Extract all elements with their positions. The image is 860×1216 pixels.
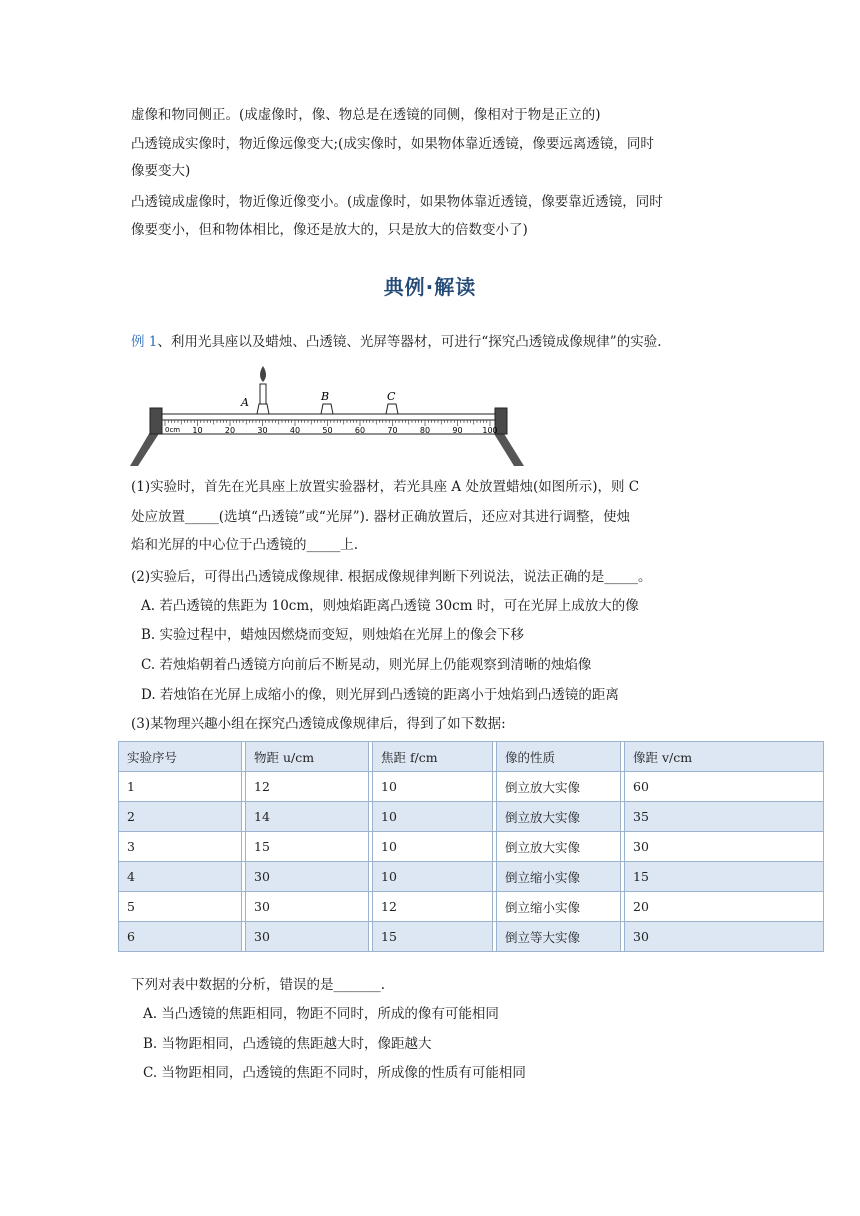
table-row	[119, 892, 824, 922]
intro-line-2: 凸透镜成实像时，物近像远像变大;(成实像时，如果物体靠近透镜，像要远离透镜，同时	[131, 136, 654, 152]
intro-line-3: 像要变大)	[131, 163, 191, 179]
table-cell: 3	[119, 832, 242, 862]
candle-icon	[260, 384, 266, 404]
table-cell: 30	[246, 892, 369, 922]
table-row	[119, 862, 824, 892]
ruler-tick-label: 50	[322, 426, 333, 435]
ruler-zero-label: 0cm	[165, 426, 181, 434]
left-leg	[130, 432, 160, 466]
table-row	[119, 772, 824, 802]
table-header-cell: 物距 u/cm	[246, 742, 369, 772]
table-cell: 6	[119, 922, 242, 952]
q2-option-b: B. 实验过程中，蜡烛因燃烧而变短，则烛焰在光屏上的像会下移	[141, 627, 525, 643]
table-cell: 10	[373, 802, 493, 832]
intro-line-4: 凸透镜成虚像时，物近像近像变小。(成虚像时，如果物体靠近透镜，像要靠近透镜，同时	[131, 194, 663, 210]
holder-b	[321, 404, 333, 414]
table-cell: 倒立缩小实像	[497, 862, 621, 892]
q2-option-d: D. 若烛馅在光屏上成缩小的像，则光屏到凸透镜的距离小于烛焰到凸透镜的距离	[141, 687, 619, 703]
table-header-cell: 焦距 f/cm	[373, 742, 493, 772]
label-c: C	[387, 390, 396, 403]
table-cell: 10	[373, 772, 493, 802]
table-cell: 60	[625, 772, 824, 802]
table-cell: 12	[373, 892, 493, 922]
ruler-tick-label: 100	[482, 426, 498, 435]
table-cell: 15	[625, 862, 824, 892]
ruler-tick-label: 90	[452, 426, 463, 435]
table-cell: 2	[119, 802, 242, 832]
table-cell: 30	[246, 862, 369, 892]
intro-line-5: 像要变小，但和物体相比，像还是放大的，只是放大的倍数变小了)	[131, 222, 528, 238]
ruler-tick-label: 60	[354, 426, 366, 435]
holder-c	[386, 404, 398, 414]
q1-line-2: 处应放置_____(选填“凸透镜”或“光屏”). 器材正确放置后，还应对其进行调整，使烛	[131, 509, 630, 525]
section-title: 典例·解读	[383, 275, 477, 299]
q1-line-1: (1)实验时，首先在光具座上放置实验器材，若光具座 A 处放置蜡烛(如图所示)，则 C	[131, 479, 640, 495]
table-row	[119, 832, 824, 862]
optical-bench-figure	[128, 360, 528, 470]
ruler-tick-label: 30	[257, 426, 268, 435]
q3-option-a: A. 当凸透镜的焦距相同，物距不同时，所成的像有可能相同	[143, 1006, 499, 1022]
q2-stem: (2)实验后，可得出凸透镜成像规律. 根据成像规律判断下列说法，说法正确的是_____。	[131, 569, 652, 585]
table-row	[119, 922, 824, 952]
holder-a	[257, 404, 269, 414]
table-cell: 4	[119, 862, 242, 892]
table-cell: 12	[246, 772, 369, 802]
ruler-tick-label: 70	[387, 426, 398, 435]
table-row	[119, 802, 824, 832]
example-label: 例 1	[131, 334, 158, 350]
table-header-cell: 像距 v/cm	[625, 742, 824, 772]
right-leg	[493, 432, 524, 466]
table-header-cell: 像的性质	[497, 742, 621, 772]
label-b: B	[321, 390, 330, 403]
table-cell: 15	[373, 922, 493, 952]
q3-option-c: C. 当物距相同，凸透镜的焦距不同时，所成像的性质有可能相同	[143, 1065, 526, 1081]
rail-top	[162, 414, 495, 420]
left-end-block	[150, 408, 162, 434]
table-header-row	[119, 742, 824, 772]
table-cell: 10	[373, 862, 493, 892]
q3-after-table: 下列对表中数据的分析，错误的是_______.	[131, 977, 386, 993]
q1-line-3: 焰和光屏的中心位于凸透镜的_____上.	[131, 537, 359, 553]
flame-icon	[260, 366, 266, 382]
table-cell: 倒立等大实像	[497, 922, 621, 952]
table-cell: 倒立缩小实像	[497, 892, 621, 922]
ruler-tick-label: 20	[224, 426, 236, 435]
table-cell: 30	[246, 922, 369, 952]
table-cell: 倒立放大实像	[497, 802, 621, 832]
q2-option-a: A. 若凸透镜的焦距为 10cm，则烛焰距离凸透镜 30cm 时，可在光屏上成放大的像	[141, 598, 639, 614]
table-cell: 14	[246, 802, 369, 832]
table-cell: 1	[119, 772, 242, 802]
table-header-cell: 实验序号	[119, 742, 242, 772]
example-1-intro	[131, 333, 731, 351]
table-cell: 10	[373, 832, 493, 862]
table-cell: 倒立放大实像	[497, 772, 621, 802]
label-a: A	[241, 396, 249, 409]
data-table	[118, 741, 824, 952]
ruler-tick-label: 40	[289, 426, 301, 435]
table-cell: 倒立放大实像	[497, 832, 621, 862]
table-cell: 30	[625, 832, 824, 862]
table-cell: 15	[246, 832, 369, 862]
ruler-tick-label: 10	[192, 426, 203, 435]
example-text: 、利用光具座以及蜡烛、凸透镜、光屏等器材，可进行“探究凸透镜成像规律”的实验.	[157, 334, 662, 350]
q3-option-b: B. 当物距相同，凸透镜的焦距越大时，像距越大	[143, 1036, 432, 1052]
table-cell: 30	[625, 922, 824, 952]
intro-line-1: 虚像和物同侧正。(成虚像时，像、物总是在透镜的同侧，像相对于物是正立的)	[131, 107, 601, 123]
table-cell: 35	[625, 802, 824, 832]
table-cell: 5	[119, 892, 242, 922]
table-cell: 20	[625, 892, 824, 922]
ruler-tick-label: 80	[419, 426, 431, 435]
q2-option-c: C. 若烛焰朝着凸透镜方向前后不断晃动，则光屏上仍能观察到清晰的烛焰像	[141, 657, 592, 673]
q3-stem: (3)某物理兴趣小组在探究凸透镜成像规律后，得到了如下数据:	[131, 716, 506, 732]
